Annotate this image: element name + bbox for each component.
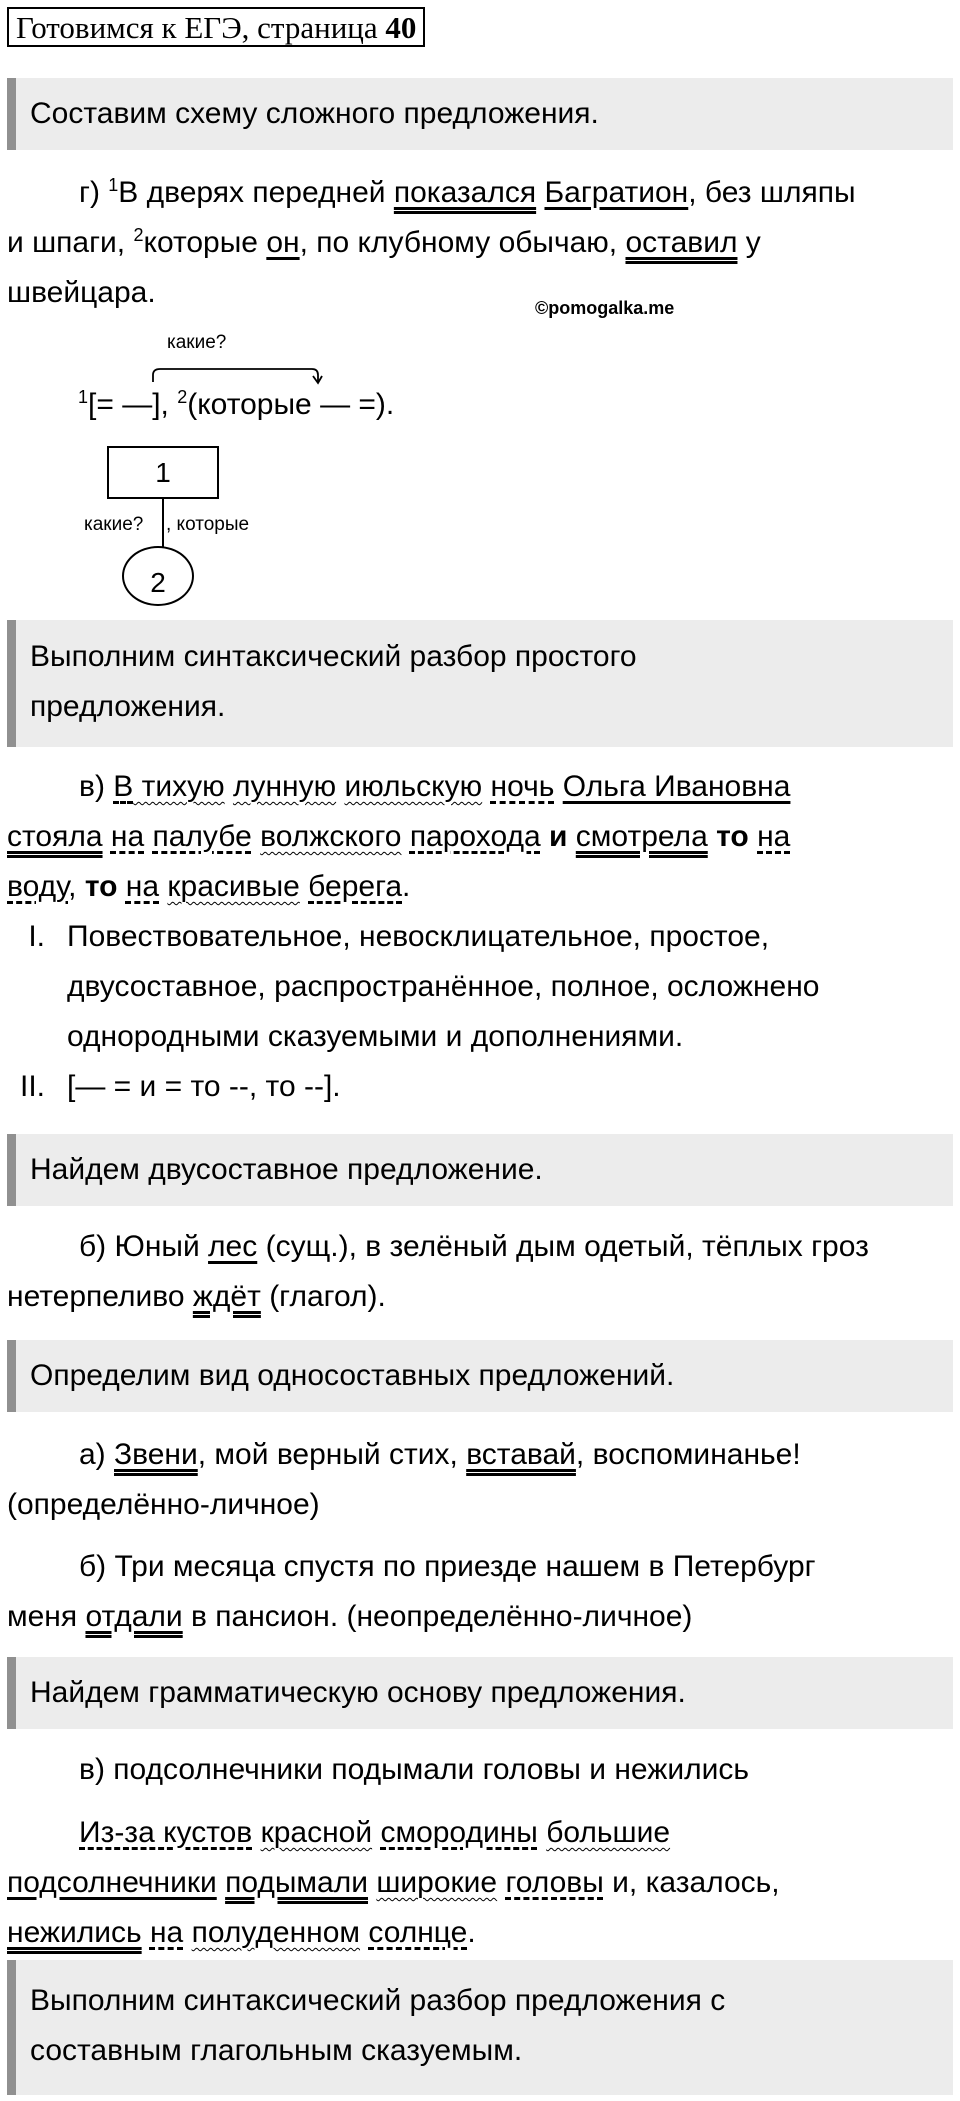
heading-text: предложения.: [30, 690, 226, 723]
scheme-formula: $^1$[= —], $^2$(которые — =).: [78, 387, 395, 421]
text-line: а) Звени, мой верный стих, вставай, воспоминанье!: [79, 1438, 801, 1471]
heading-text: Выполним синтаксический разбор предложения с: [30, 1984, 726, 2017]
text-line: нетерпеливо ждёт (глагол).: [7, 1280, 386, 1313]
text-line: швейцара.: [7, 276, 156, 309]
clause-oval-2: 2: [122, 546, 194, 606]
heading-text: Найдем грамматическую основу предложения.: [30, 1676, 686, 1709]
section-heading: [7, 78, 953, 150]
section-heading: [7, 620, 953, 747]
list-item-cont: двусоставное, распространённое, полное, осложнено: [67, 970, 820, 1003]
text-line: и шпаги, $^2$которые он, по клубному обычаю, оставил у: [7, 225, 761, 259]
list-item-cont: однородными сказуемыми и дополнениями.: [67, 1020, 684, 1053]
heading-text: Определим вид односоставных предложений.: [30, 1359, 675, 1392]
list-item: I. Повествовательное, невосклицательное, простое,: [28, 920, 770, 953]
text-line: подсолнечники подымали широкие головы и, казалось,: [7, 1866, 780, 1899]
sentence-b2: [7, 1542, 953, 1642]
text-line: меня отдали в пансион. (неопределённо-личное): [7, 1600, 693, 1633]
text-line: стояла на палубе волжского парохода и смотрела то на: [7, 820, 791, 853]
heading-text: Выполним синтаксический разбор простого: [30, 640, 637, 673]
page-title: [7, 7, 425, 47]
sentence-g: [7, 168, 953, 318]
list-item: II. [— = и = то --, то --].: [19, 1070, 341, 1103]
text-line: нежились на полуденном солнце.: [7, 1916, 476, 1949]
page-number: 40: [385, 10, 417, 45]
sentence-v: [7, 762, 953, 1112]
clause-box-1: 1: [107, 446, 219, 499]
section-heading: [7, 1657, 953, 1729]
section-heading: [7, 1960, 953, 2095]
text-line: в) подсолнечники подымали головы и нежились: [79, 1753, 749, 1786]
heading-text: Составим схему сложного предложения.: [30, 97, 599, 130]
text-line: г) $^1$В дверях передней показался Багратион, без шляпы: [79, 175, 856, 209]
text-line: в) В тихую лунную июльскую ночь Ольга Ивановна: [79, 770, 791, 803]
scheme-question: какие?: [167, 332, 227, 353]
link-line: [162, 499, 164, 548]
text-line: (определённо-личное): [7, 1488, 320, 1521]
link-word: , которые: [166, 514, 250, 535]
heading-text: составным глагольным сказуемым.: [30, 2034, 523, 2067]
link-question: какие?: [84, 514, 144, 535]
text-line: б) Юный лес (сущ.), в зелёный дым одетый, тёплых гроз: [79, 1230, 869, 1263]
text-line: Из-за кустов красной смородины большие: [79, 1816, 671, 1849]
title-text: Готовимся к ЕГЭ, страница: [16, 10, 378, 45]
heading-text: Найдем двусоставное предложение.: [30, 1153, 543, 1186]
sentence-v2: [7, 1745, 953, 1795]
sentence-a: [7, 1430, 953, 1530]
text-line: воду, то на красивые берега.: [7, 870, 411, 903]
section-heading: [7, 1134, 953, 1206]
sentence-b: [7, 1222, 953, 1322]
sentence-parsed: [7, 1808, 953, 1958]
section-heading: [7, 1340, 953, 1412]
watermark: ©pomogalka.me: [535, 298, 675, 318]
text-line: б) Три месяца спустя по приезде нашем в Петербург: [79, 1550, 816, 1583]
